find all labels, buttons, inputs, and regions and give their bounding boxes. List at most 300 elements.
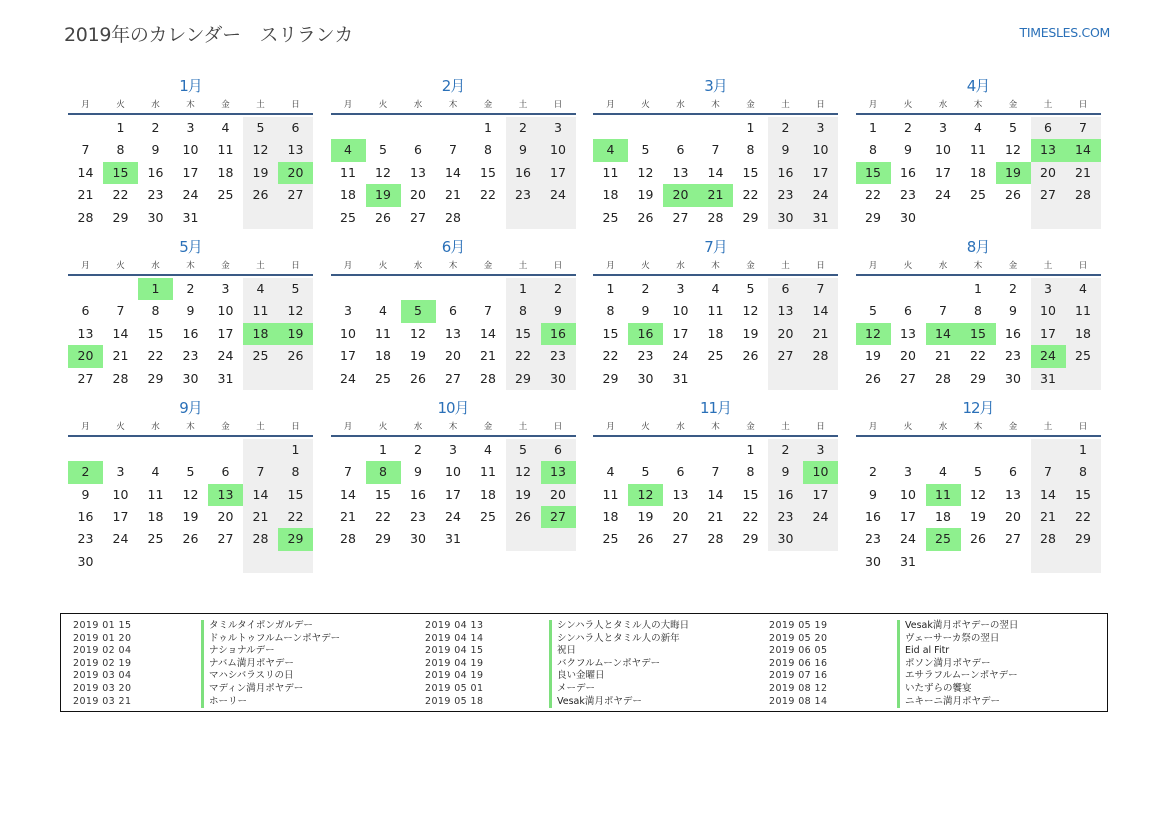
day-cell: 3 — [904, 464, 912, 480]
day-cell: 19 — [742, 325, 759, 341]
holiday-name-column — [549, 620, 689, 708]
day-cell: 29 — [602, 370, 619, 386]
day-cell: 31 — [445, 531, 461, 547]
weekday-header — [68, 97, 313, 115]
weekday-label: 木 — [973, 260, 983, 271]
holiday-name: 良い金曜日 — [549, 670, 605, 683]
weekday-label: 日 — [1078, 100, 1088, 110]
day-cell: 31 — [672, 370, 689, 386]
day-cell: 5 — [243, 117, 278, 139]
day-cell: 24 — [445, 509, 461, 525]
day-cell: 25 — [217, 187, 234, 203]
day-cell: 16 — [1005, 325, 1021, 341]
day-cell: 5 — [641, 464, 650, 480]
day-cell: 23 — [768, 184, 803, 206]
holiday-day-cell: 20 — [278, 162, 313, 184]
weekday-label: 土 — [518, 421, 528, 432]
day-cell: 24 — [217, 348, 234, 364]
day-cell: 20 — [1031, 162, 1066, 184]
day-grid — [593, 276, 838, 390]
empty-day-cell — [961, 551, 996, 573]
day-cell: 1 — [116, 120, 125, 135]
day-grid — [68, 276, 313, 390]
weekday-label: 木 — [711, 100, 720, 110]
empty-day-cell — [331, 117, 366, 139]
day-grid — [331, 276, 576, 390]
day-cell: 4 — [711, 280, 720, 296]
day-cell: 11 — [1066, 300, 1101, 322]
day-cell: 24 — [672, 348, 689, 364]
empty-day-cell — [331, 278, 366, 300]
weekday-label: 水 — [413, 421, 423, 432]
day-cell: 13 — [672, 486, 689, 502]
day-cell: 26 — [637, 209, 654, 225]
day-cell: 27 — [1031, 184, 1066, 206]
weekday-label: 日 — [816, 260, 825, 271]
empty-day-cell — [996, 439, 1031, 461]
holiday-date: 2019 01 15 — [73, 620, 132, 631]
day-cell: 11 — [602, 486, 619, 502]
day-cell: 8 — [869, 142, 877, 158]
empty-day-cell — [471, 207, 506, 229]
day-cell: 26 — [742, 348, 759, 364]
day-grid — [856, 115, 1101, 229]
day-cell: 4 — [974, 120, 982, 135]
day-grid — [593, 115, 838, 229]
empty-day-cell — [926, 207, 961, 229]
day-cell: 15 — [480, 164, 496, 180]
day-cell: 1 — [606, 280, 615, 296]
day-cell: 9 — [1009, 303, 1017, 319]
holiday-date: 2019 03 20 — [73, 682, 132, 694]
day-cell: 25 — [340, 209, 356, 225]
day-cell: 22 — [602, 348, 619, 364]
holiday-day-cell: 13 — [208, 484, 243, 506]
empty-day-cell — [996, 551, 1031, 573]
day-cell: 10 — [803, 139, 838, 161]
day-cell: 17 — [340, 348, 356, 364]
day-cell: 20 — [1005, 509, 1021, 525]
day-cell: 17 — [112, 509, 129, 525]
day-cell: 10 — [112, 486, 129, 502]
holiday-day-cell: 14 — [926, 323, 961, 345]
day-cell: 19 — [506, 484, 541, 506]
day-cell: 9 — [904, 142, 912, 158]
weekday-header — [593, 97, 838, 115]
day-cell: 21 — [77, 187, 94, 203]
weekday-label: 火 — [378, 260, 388, 271]
day-cell: 21 — [1031, 506, 1066, 528]
holiday-day-cell: 1 — [138, 278, 173, 300]
day-cell: 18 — [1066, 323, 1101, 345]
day-cell: 1 — [506, 278, 541, 300]
day-cell: 3 — [676, 280, 685, 296]
holiday-day-cell: 2 — [68, 461, 103, 483]
day-cell: 23 — [147, 187, 164, 203]
day-cell: 31 — [1031, 368, 1066, 390]
day-cell: 7 — [344, 464, 352, 480]
day-cell: 2 — [1009, 280, 1017, 296]
day-cell: 12 — [410, 325, 426, 341]
holiday-day-cell: 15 — [961, 323, 996, 345]
holiday-day-cell: 10 — [803, 461, 838, 483]
holiday-day-cell: 24 — [1031, 345, 1066, 367]
empty-day-cell — [856, 278, 891, 300]
day-cell: 17 — [900, 509, 916, 525]
holiday-date: 2019 04 14 — [425, 632, 484, 644]
holiday-date: 2019 05 19 — [769, 620, 828, 631]
day-cell: 27 — [1005, 531, 1021, 547]
day-cell: 21 — [707, 509, 724, 525]
day-cell: 6 — [414, 142, 422, 158]
empty-day-cell — [593, 117, 628, 139]
weekday-header — [331, 258, 576, 276]
empty-day-cell — [471, 528, 506, 550]
day-cell: 23 — [637, 348, 654, 364]
weekday-label: 火 — [641, 100, 650, 110]
day-cell: 26 — [970, 531, 986, 547]
holiday-date-column — [769, 620, 827, 708]
day-cell: 5 — [186, 464, 195, 480]
day-cell: 3 — [221, 280, 230, 296]
holiday-day-cell: 13 — [541, 461, 576, 483]
day-cell: 15 — [278, 484, 313, 506]
day-cell: 6 — [541, 439, 576, 461]
empty-day-cell — [996, 207, 1031, 229]
empty-day-cell — [278, 368, 313, 390]
day-cell: 30 — [637, 370, 654, 386]
day-cell: 25 — [602, 531, 619, 547]
day-cell: 8 — [506, 300, 541, 322]
day-cell: 20 — [445, 348, 461, 364]
weekday-label: 水 — [413, 100, 423, 110]
day-cell: 27 — [278, 184, 313, 206]
weekday-label: 月 — [868, 260, 878, 271]
day-cell: 12 — [182, 486, 199, 502]
empty-day-cell — [208, 207, 243, 229]
empty-day-cell — [768, 368, 803, 390]
day-cell: 7 — [939, 303, 947, 319]
weekday-label: 金 — [746, 421, 755, 432]
day-cell: 16 — [147, 164, 164, 180]
empty-day-cell — [926, 278, 961, 300]
day-cell: 1 — [484, 120, 492, 135]
day-cell: 29 — [742, 531, 759, 547]
day-cell: 15 — [742, 164, 759, 180]
holiday-date: 2019 08 12 — [769, 682, 828, 694]
day-cell: 23 — [541, 345, 576, 367]
day-cell: 30 — [410, 531, 426, 547]
day-cell: 8 — [974, 303, 982, 319]
empty-day-cell — [173, 551, 208, 573]
day-cell: 22 — [112, 187, 129, 203]
day-cell: 14 — [707, 164, 724, 180]
weekday-label: 木 — [448, 100, 458, 110]
holiday-day-cell: 13 — [1031, 139, 1066, 161]
empty-day-cell — [401, 278, 436, 300]
holiday-name: シンハラ人とタミル人の新年 — [549, 633, 680, 646]
empty-day-cell — [471, 278, 506, 300]
holiday-date: 2019 05 20 — [769, 632, 828, 644]
empty-day-cell — [1031, 439, 1066, 461]
weekday-label: 金 — [483, 421, 493, 432]
day-cell: 5 — [746, 280, 755, 296]
month-calendar — [331, 236, 576, 390]
day-cell: 28 — [707, 531, 724, 547]
day-cell: 12 — [243, 139, 278, 161]
day-cell: 14 — [480, 325, 496, 341]
day-cell: 14 — [1031, 484, 1066, 506]
weekday-label: 金 — [1008, 421, 1018, 432]
weekday-label: 火 — [378, 421, 388, 432]
day-cell: 12 — [375, 164, 391, 180]
day-grid — [331, 115, 576, 229]
day-cell: 21 — [243, 506, 278, 528]
day-cell: 3 — [803, 117, 838, 139]
day-cell: 4 — [221, 120, 230, 135]
month-calendar — [331, 397, 576, 573]
empty-day-cell — [803, 528, 838, 550]
day-cell: 19 — [970, 509, 986, 525]
day-cell: 24 — [182, 187, 199, 203]
holiday-day-cell: 19 — [996, 162, 1031, 184]
weekday-header — [68, 419, 313, 437]
empty-day-cell — [541, 528, 576, 550]
weekday-label: 日 — [1078, 260, 1088, 271]
day-cell: 11 — [340, 164, 356, 180]
empty-day-cell — [1031, 207, 1066, 229]
weekday-label: 火 — [641, 260, 650, 271]
day-cell: 29 — [112, 209, 129, 225]
day-cell: 22 — [1066, 506, 1101, 528]
day-cell: 20 — [410, 187, 426, 203]
holiday-day-cell: 11 — [926, 484, 961, 506]
day-cell: 8 — [151, 303, 160, 319]
empty-day-cell — [803, 368, 838, 390]
day-cell: 30 — [865, 553, 881, 569]
holiday-name: Vesak満月ポヤデーの翌日 — [897, 620, 1018, 633]
holiday-name: マハシバラスリの日 — [201, 670, 293, 683]
day-cell: 5 — [1009, 120, 1017, 135]
day-cell: 6 — [221, 464, 230, 480]
day-cell: 2 — [904, 120, 912, 135]
month-name: 12月 — [962, 398, 994, 417]
empty-day-cell — [663, 117, 698, 139]
empty-day-cell — [103, 439, 138, 461]
weekday-label: 木 — [711, 260, 720, 271]
day-cell: 9 — [186, 303, 195, 319]
day-cell: 12 — [742, 303, 759, 319]
day-cell: 18 — [935, 509, 951, 525]
day-cell: 8 — [746, 142, 755, 158]
weekday-label: 土 — [256, 421, 265, 432]
day-cell: 21 — [112, 348, 129, 364]
day-cell: 12 — [506, 461, 541, 483]
holiday-name: ポソン満月ポヤデー — [897, 658, 991, 671]
day-cell: 12 — [1005, 142, 1021, 158]
month-name: 5月 — [179, 237, 202, 256]
empty-day-cell — [926, 551, 961, 573]
month-calendar — [856, 236, 1101, 390]
day-cell: 14 — [112, 325, 129, 341]
day-cell: 7 — [711, 142, 720, 158]
day-cell: 23 — [506, 184, 541, 206]
empty-day-cell — [926, 439, 961, 461]
empty-day-cell — [663, 439, 698, 461]
day-cell: 28 — [935, 370, 951, 386]
day-cell: 4 — [484, 441, 492, 457]
weekday-label: 火 — [378, 100, 388, 110]
day-cell: 9 — [869, 486, 877, 502]
day-cell: 25 — [602, 209, 619, 225]
day-cell: 17 — [672, 325, 689, 341]
day-cell: 25 — [707, 348, 724, 364]
empty-day-cell — [278, 551, 313, 573]
day-cell: 7 — [711, 464, 720, 480]
weekday-label: 日 — [1078, 421, 1088, 432]
weekday-label: 水 — [151, 100, 160, 110]
day-grid — [593, 437, 838, 551]
empty-day-cell — [436, 117, 471, 139]
day-grid — [68, 437, 313, 573]
brand-link[interactable]: TIMESLES.COM — [1019, 25, 1110, 40]
weekday-label: 月 — [81, 421, 90, 432]
holiday-day-cell: 20 — [68, 345, 103, 367]
day-cell: 16 — [768, 162, 803, 184]
day-cell: 10 — [672, 303, 689, 319]
day-cell: 31 — [900, 553, 916, 569]
day-cell: 19 — [637, 509, 654, 525]
weekday-label: 月 — [606, 100, 615, 110]
day-cell: 7 — [1031, 461, 1066, 483]
month-calendar — [856, 397, 1101, 573]
empty-day-cell — [593, 439, 628, 461]
weekday-label: 木 — [186, 100, 195, 110]
weekday-label: 金 — [746, 260, 755, 271]
weekday-label: 土 — [781, 421, 790, 432]
empty-day-cell — [698, 117, 733, 139]
day-cell: 9 — [151, 142, 160, 158]
day-cell: 21 — [340, 509, 356, 525]
holiday-day-cell: 4 — [593, 139, 628, 161]
weekday-label: 水 — [413, 260, 423, 271]
day-cell: 3 — [116, 464, 125, 480]
day-cell: 31 — [803, 207, 838, 229]
day-cell: 27 — [672, 531, 689, 547]
weekday-label: 火 — [903, 100, 913, 110]
day-cell: 27 — [77, 370, 94, 386]
day-cell: 2 — [768, 117, 803, 139]
weekday-label: 月 — [868, 421, 878, 432]
day-cell: 17 — [182, 164, 199, 180]
day-cell: 5 — [506, 439, 541, 461]
day-cell: 29 — [147, 370, 164, 386]
weekday-label: 金 — [483, 260, 493, 271]
empty-day-cell — [138, 551, 173, 573]
day-cell: 26 — [278, 345, 313, 367]
day-cell: 6 — [81, 303, 90, 319]
day-cell: 10 — [935, 142, 951, 158]
day-cell: 11 — [707, 303, 724, 319]
day-cell: 3 — [803, 439, 838, 461]
day-cell: 12 — [637, 164, 654, 180]
holiday-date: 2019 03 21 — [73, 695, 132, 707]
weekday-label: 金 — [483, 100, 493, 110]
holiday-date: 2019 08 14 — [769, 695, 828, 707]
day-cell: 11 — [243, 300, 278, 322]
day-cell: 8 — [116, 142, 125, 158]
day-cell: 23 — [410, 509, 426, 525]
day-cell: 11 — [970, 142, 986, 158]
day-cell: 27 — [768, 345, 803, 367]
empty-day-cell — [698, 368, 733, 390]
empty-day-cell — [961, 207, 996, 229]
day-cell: 10 — [445, 464, 461, 480]
day-cell: 20 — [217, 509, 234, 525]
weekday-label: 水 — [938, 260, 948, 271]
weekday-label: 日 — [291, 260, 300, 271]
month-name: 6月 — [441, 237, 465, 256]
month-calendar — [68, 236, 313, 390]
weekday-label: 土 — [781, 260, 790, 271]
weekday-label: 土 — [256, 100, 265, 110]
holiday-name: バクフルムーンポヤデー — [549, 658, 660, 671]
empty-day-cell — [891, 278, 926, 300]
day-grid — [68, 115, 313, 229]
day-cell: 1 — [746, 120, 755, 135]
day-cell: 8 — [746, 464, 755, 480]
day-cell: 4 — [606, 464, 615, 480]
day-cell: 6 — [676, 142, 685, 158]
day-cell: 29 — [742, 209, 759, 225]
day-cell: 23 — [182, 348, 199, 364]
day-cell: 25 — [480, 509, 496, 525]
holiday-name: いたずらの饗宴 — [897, 683, 972, 696]
day-cell: 5 — [974, 464, 982, 480]
month-name: 3月 — [704, 77, 727, 95]
holiday-day-cell: 16 — [628, 323, 663, 345]
day-cell: 31 — [217, 370, 234, 386]
day-cell: 22 — [278, 506, 313, 528]
day-cell: 13 — [672, 164, 689, 180]
day-cell: 29 — [506, 368, 541, 390]
empty-day-cell — [506, 207, 541, 229]
weekday-label: 月 — [81, 260, 90, 271]
holiday-day-cell: 21 — [698, 184, 733, 206]
month-name: 7月 — [704, 237, 727, 256]
day-cell: 9 — [506, 139, 541, 161]
weekday-header — [331, 97, 576, 115]
holiday-date: 2019 06 05 — [769, 645, 828, 657]
holiday-name: ヴェーサーカ祭の翌日 — [897, 633, 999, 646]
day-cell: 9 — [414, 464, 422, 480]
day-cell: 29 — [970, 370, 986, 386]
day-cell: 14 — [803, 300, 838, 322]
day-cell: 13 — [900, 325, 916, 341]
holiday-date: 2019 05 01 — [425, 682, 484, 694]
holiday-name: ドゥルトゥフルムーンポヤデー — [201, 633, 340, 646]
empty-day-cell — [733, 368, 768, 390]
day-cell: 19 — [865, 348, 881, 364]
empty-day-cell — [1066, 551, 1101, 573]
day-cell: 24 — [541, 184, 576, 206]
day-cell: 18 — [147, 509, 164, 525]
day-cell: 1 — [869, 120, 877, 135]
day-cell: 23 — [865, 531, 881, 547]
day-cell: 9 — [81, 486, 90, 502]
weekday-label: 水 — [938, 100, 948, 110]
weekday-label: 月 — [868, 100, 878, 110]
